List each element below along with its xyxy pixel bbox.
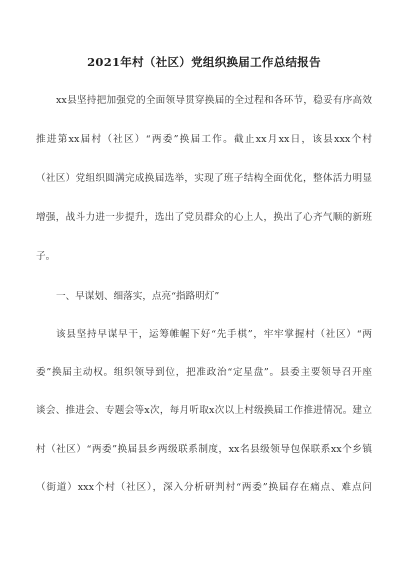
paragraph-3-line-3: 谈会、推进会、专题会等x次，每月听取x次以上村级换届工作推进情况。建立 — [36, 405, 372, 416]
paragraph-3-line-4: 村（社区）“两委”换届县乡两级联系制度，xx名县级领导包保联系xx个乡镇 — [36, 444, 372, 455]
paragraph-1-line-1: xx县坚持把加强党的全面领导贯穿换届的全过程和各环节，稳妥有序高效 — [56, 95, 372, 106]
paragraph-1-line-4: 增强，战斗力进一步提升，选出了党员群众的心上人，换出了心齐气顺的新班 — [36, 212, 372, 223]
document-title: 2021年村（社区）党组织换届工作总结报告 — [87, 55, 321, 69]
paragraph-3-line-2: 委”换届主动权。组织领导到位，把准政治“定星盘”。县委主要领导召开座 — [36, 367, 372, 378]
section-heading-1: 一、早谋划、细落实，点亮“指路明灯” — [56, 291, 220, 302]
paragraph-1-line-2: 推进第xx届村（社区）“两委”换届工作。截止xx月xx日，该县xxx个村 — [36, 134, 372, 145]
paragraph-1-line-3: （社区）党组织圆满完成换届选举，实现了班子结构全面优化，整体活力明显 — [36, 173, 372, 184]
paragraph-1-line-5: 子。 — [36, 251, 56, 262]
paragraph-3-line-1: 该县坚持早谋早干，运筹帷幄下好“先手棋”，牢牢掌握村（社区）“两 — [56, 329, 372, 340]
paragraph-3-line-5: （街道）xxx个村（社区），深入分析研判村“两委”换届存在痛点、难点问 — [36, 482, 372, 493]
